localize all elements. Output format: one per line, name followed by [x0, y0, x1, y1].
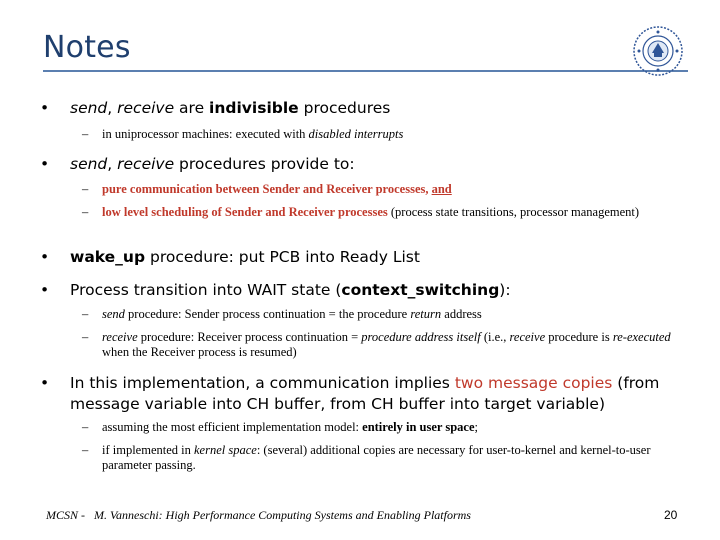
- text-part: : (several) additional copies are necessary for user-to-kernel and kernel-to-user parameter passing.: [102, 443, 651, 472]
- term-disabled-interrupts: disabled interrupts: [308, 127, 404, 141]
- term-re-executed: re-executed: [612, 330, 671, 344]
- text-part: In this implementation, a communication implies: [70, 374, 455, 392]
- sub-bullet-text: [102, 182, 677, 197]
- title-rule: [43, 70, 688, 72]
- term-wake-up: wake_up: [70, 248, 146, 266]
- term-receive: receive: [102, 330, 138, 344]
- sub-bullet-text: [102, 307, 677, 322]
- term-user-space: entirely in user space: [362, 420, 475, 434]
- term-return: return: [410, 307, 442, 321]
- footer: [46, 508, 471, 523]
- text-part: ):: [499, 281, 511, 299]
- bullet-text: [70, 373, 690, 415]
- bullet-marker: •: [40, 248, 50, 266]
- term-send: send: [70, 155, 108, 173]
- term-send: send: [102, 307, 125, 321]
- dash-marker: –: [82, 443, 89, 457]
- text-part: (from message variable into CH buffer, from CH buffer into target variable): [70, 374, 660, 413]
- text-part: (process state transitions, processor management): [387, 205, 640, 219]
- dash-marker: –: [82, 127, 89, 141]
- bullet-text: [70, 154, 690, 175]
- text-part: assuming the most efficient implementation model:: [102, 420, 363, 434]
- bullet-marker: •: [40, 281, 50, 299]
- term-indivisible: indivisible: [209, 99, 299, 117]
- sub-bullet-text: [102, 420, 677, 435]
- text-part: procedures provide to:: [174, 155, 355, 173]
- highlight-two-copies: two message copies: [454, 374, 613, 392]
- text-part: procedure is: [545, 330, 613, 344]
- text-part: (i.e.,: [480, 330, 510, 344]
- text-part: address: [441, 307, 482, 321]
- text-part: Process transition into WAIT state (: [70, 281, 342, 299]
- text-part: procedures: [298, 99, 391, 117]
- page-number: 20: [664, 508, 678, 522]
- separator: ,: [107, 155, 118, 173]
- text-part: pure communication between Sender and Receiver processes,: [102, 182, 432, 196]
- text-part: procedure: put PCB into Ready List: [145, 248, 420, 266]
- sub-bullet-text: [102, 443, 677, 473]
- term-procedure-address: procedure address itself: [361, 330, 481, 344]
- bullet-marker: •: [40, 374, 50, 392]
- footer-author-title: M. Vanneschi: High Performance Computing Systems and Enabling Platforms: [94, 508, 471, 522]
- dash-marker: –: [82, 330, 89, 344]
- dash-marker: –: [82, 420, 89, 434]
- sub-bullet-text: [102, 127, 677, 142]
- text-part: in uniprocessor machines: executed with: [102, 127, 309, 141]
- sub-bullet-text: [102, 205, 677, 220]
- bullet-text: [70, 280, 690, 301]
- bullet-text: [70, 247, 690, 268]
- dash-marker: –: [82, 182, 89, 196]
- university-seal-logo: [632, 25, 684, 77]
- underlined-and: and: [431, 182, 452, 196]
- sub-bullet-text: [102, 330, 677, 360]
- highlight-scheduling: low level scheduling of Sender and Receiver processes: [102, 205, 388, 219]
- dash-marker: –: [82, 307, 89, 321]
- text-part: ;: [474, 420, 479, 434]
- dash-marker: –: [82, 205, 89, 219]
- term-context-switching: context_switching: [341, 281, 500, 299]
- separator: ,: [107, 99, 118, 117]
- footer-course: MCSN -: [46, 508, 85, 522]
- text-part: procedure: Receiver process continuation =: [137, 330, 362, 344]
- term-receive: receive: [117, 155, 175, 173]
- slide-title: Notes: [43, 30, 131, 65]
- text-part: procedure: Sender process continuation = the procedure: [124, 307, 411, 321]
- term-send: send: [70, 99, 108, 117]
- term-receive: receive: [117, 99, 175, 117]
- bullet-marker: •: [40, 99, 50, 117]
- bullet-marker: •: [40, 155, 50, 173]
- term-receive: receive: [509, 330, 546, 344]
- text-part: if implemented in: [102, 443, 194, 457]
- bullet-text: [70, 98, 690, 119]
- text-part: are: [174, 99, 210, 117]
- text-part: when the Receiver process is resumed): [102, 345, 297, 359]
- term-kernel-space: kernel space: [194, 443, 257, 457]
